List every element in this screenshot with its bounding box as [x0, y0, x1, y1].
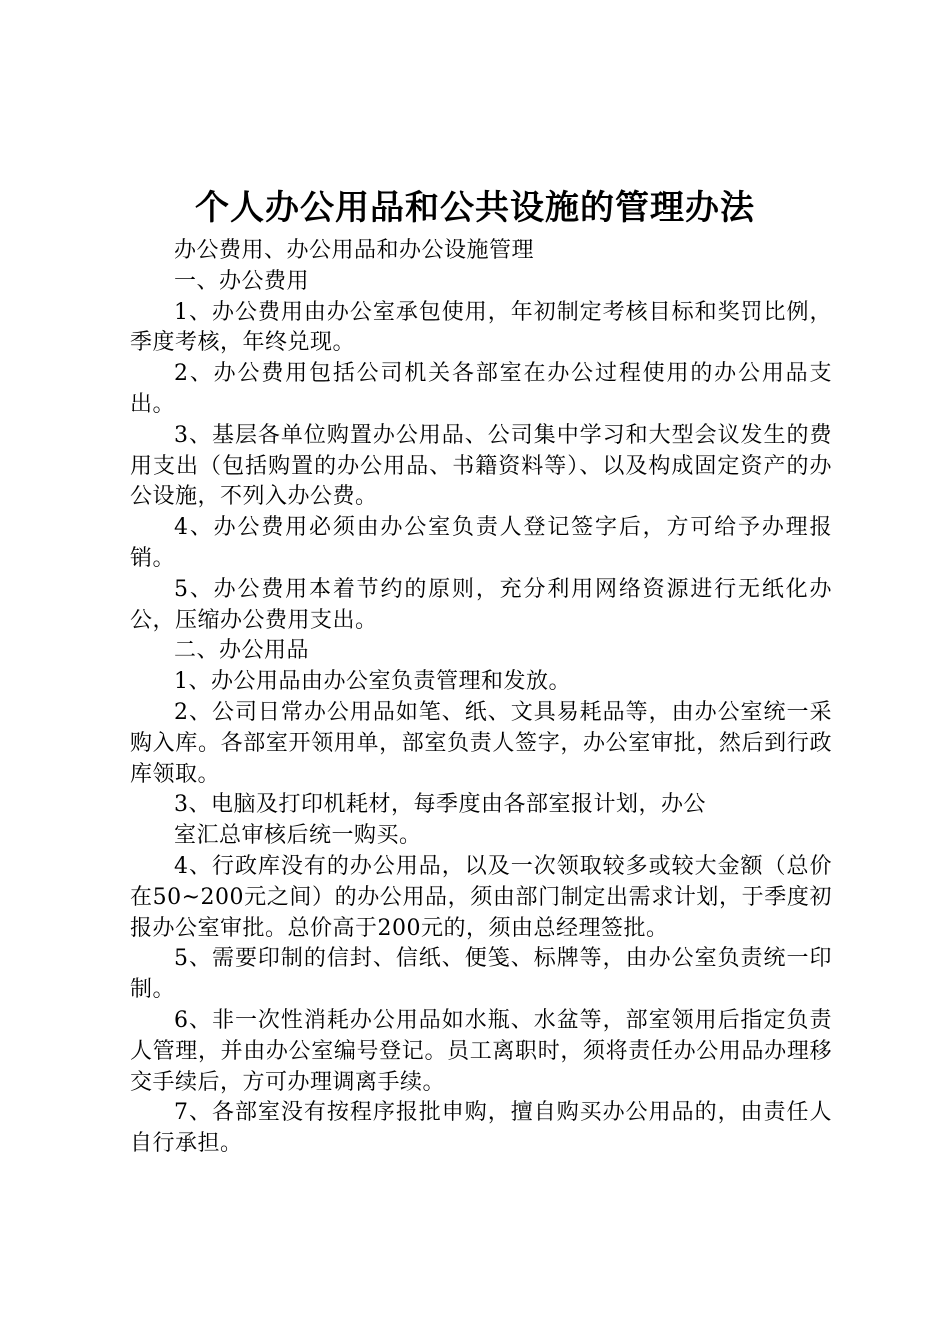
document-body [130, 236, 832, 1160]
paragraph-expenses-4: 4、办公费用必须由办公室负责人登记签字后，方可给予办理报销。 [130, 515, 832, 571]
paragraph-expenses-1: 1、办公费用由办公室承包使用，年初制定考核目标和奖罚比例，季度考核，年终兑现。 [130, 299, 832, 356]
paragraph-supplies-1: 1、办公用品由办公室负责管理和发放。 [174, 669, 571, 695]
section-intro-heading: 办公费用、办公用品和办公设施管理 [174, 238, 535, 263]
section-heading-office-supplies: 二、办公用品 [174, 638, 310, 664]
paragraph-expenses-3: 3、基层各单位购置办公用品、公司集中学习和大型会议发生的费用支出（包括购置的办公用品、书籍资料等）、以及构成固定资产的办公设施，不列入办公费。 [130, 422, 832, 510]
paragraph-supplies-2: 2、公司日常办公用品如笔、纸、文具易耗品等，由办公室统一采购入库。各部室开领用单，部室负责人签字，办公室审批，然后到行政库领取。 [130, 699, 832, 787]
paragraph-supplies-3: 3、电脑及打印机耗材，每季度由各部室报计划，办公 [174, 792, 706, 818]
paragraph-expenses-2: 2、办公费用包括公司机关各部室在办公过程使用的办公用品支出。 [130, 361, 832, 417]
paragraph-supplies-4: 4、行政库没有的办公用品，以及一次领取较多或较大金额（总价在50~200元之间）的办公用品，须由部门制定出需求计划，于季度初报办公室审批。总价高于200元的，须由总经理签批。 [130, 853, 832, 941]
paragraph-supplies-5: 5、需要印制的信封、信纸、便笺、标牌等，由办公室负责统一印制。 [130, 946, 832, 1003]
paragraph-expenses-5: 5、办公费用本着节约的原则，充分利用网络资源进行无纸化办公，压缩办公费用支出。 [130, 576, 832, 633]
paragraph-supplies-6: 6、非一次性消耗办公用品如水瓶、水盆等，部室领用后指定负责人管理，并由办公室编号登记。员工离职时，须将责任办公用品办理移交手续后，方可办理调离手续。 [130, 1007, 832, 1095]
paragraph-supplies-7: 7、各部室没有按程序报批申购，擅自购买办公用品的，由责任人自行承担。 [130, 1100, 832, 1157]
section-heading-office-expenses: 一、办公费用 [174, 268, 310, 294]
document-title: 个人办公用品和公共设施的管理办法 [195, 188, 755, 228]
paragraph-supplies-3-continued: 室汇总审核后统一购买。 [174, 823, 422, 849]
